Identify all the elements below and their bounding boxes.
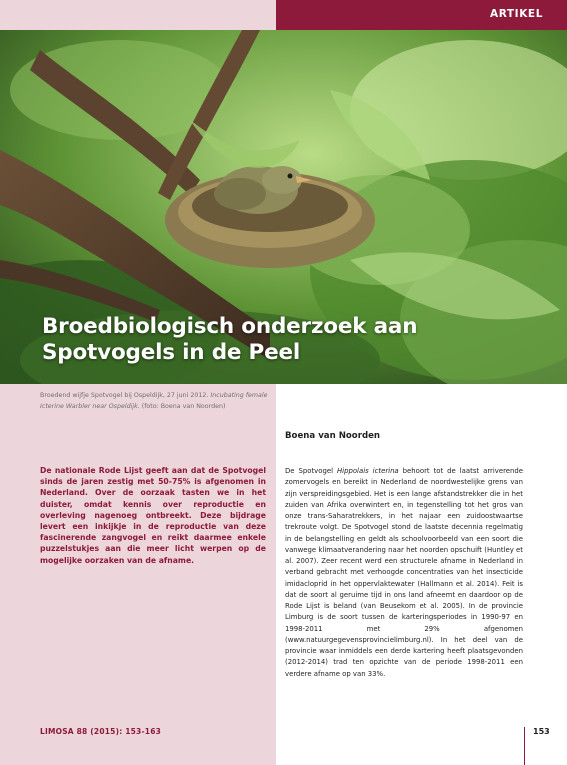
photo-caption (40, 391, 268, 412)
caption-dutch: Broedend wijfje Spotvogel bij Ospeldijk, 27 juni 2012. (40, 392, 209, 399)
header-band-right (276, 0, 567, 30)
caption-english: Incubating female Icterine Warbler near Ospeldijk. (40, 392, 268, 410)
body-paragraph: behoort tot de laatst arriverende zomervogels en bereikt in Nederland de noordwestelijke grens van zijn verspreidingsgebied. Het is een lange afstandstrekker die in het zuiden van Afrika overwintert en, in tegenstelling tot het gros van onze trans-Saharatrekkers, in het najaar een zuidoostwaartse trekroute volgt. De Spotvogel stond de laatste decennia regelmatig in de belangstelling en geldt als schoolvoorbeeld van een soort die vanwege klimaatverandering naar het noorden opschuift (Huntley et al. 2007). Zeer recent werd een structurele afname in Nederland in verband gebracht met verhoogde concentraties van het insecticide imidacloprid in het oppervlaktewater (Hallmann et al. 2014). Feit is dat de soort al geruime tijd in ons land afneemt en daardoor op de Rode Lijst is beland (van Beusekom et al. 2005). In de provincie Limburg is de soort tussen de karteringsperiodes in 1990-97 en 1998-2011 met 29% afgenomen (www.natuurgegevensprovincielimburg.nl). In het deel van de provincie waar inmiddels een derde kartering heeft plaatsgevonden (2012-2014) trad ten opzichte van de periode 1998-2011 een verdere afname op van 33%. (285, 467, 523, 678)
journal-reference: LIMOSA 88 (2015): 153-163 (40, 727, 162, 736)
page-number: 153 (533, 727, 550, 736)
title-line-1: Broedbiologisch onderzoek aan (42, 314, 418, 339)
header-band-left (0, 0, 276, 30)
caption-credit: (foto: Boena van Noorden) (141, 402, 226, 410)
body-intro: De Spotvogel (285, 467, 334, 475)
sidebar-band (0, 384, 276, 765)
section-label: ARTIKEL (489, 8, 543, 20)
species-name: Hippolais icterina (337, 467, 399, 475)
article-title (42, 314, 442, 366)
article-abstract: De nationale Rode Lijst geeft aan dat de Spotvogel sinds de jaren zestig met 50-75% is afgenomen in Nederland. Over de oorzaak tasten we in het duister, omdat kennis over reproductie en overleving nagenoeg ontbreekt. Deze bijdrage levert een inkijkje in de reproductie van deze fascinerende zangvogel en reikt daarmee enkele puzzelstukjes aan die meer licht werpen op de mogelijke oorzaken van de afname. (40, 466, 266, 565)
author-name: Boena van Noorden (285, 431, 381, 441)
title-line-2: Spotvogels in de Peel (42, 340, 301, 365)
page-rule (524, 727, 525, 765)
article-body (285, 466, 523, 680)
